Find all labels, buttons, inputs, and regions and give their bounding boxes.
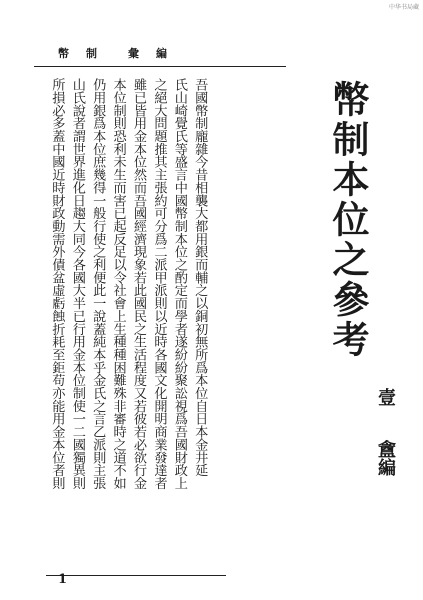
running-head-char: 幣 (58, 47, 72, 60)
header-rule (34, 66, 286, 67)
text-column: 氏山崎覺氏等盛言中國幣制本位之酌定而學者遂紛紛聚訟視爲吾國財政上 (171, 78, 187, 490)
text-column: 之絕大問題推其主張約可分爲二派甲派則以近時各國文化開明商業發達者 (151, 78, 167, 490)
footer-rule (46, 575, 226, 576)
running-head-char: 制 (86, 47, 100, 60)
article-title: 幣制本位之參考 (326, 80, 370, 360)
text-column: 吾國幣制龐雜今昔相襲大都用銀而輔之以銅初無所爲本位自日本金井延 (192, 78, 208, 477)
text-column: 本位制則恐利未生而害已起反足以令社會上生種種困難殊非審時之道不如 (110, 78, 126, 490)
page-number: 1 (58, 572, 68, 587)
text-column: 仍用銀爲本位庶幾得一般行使之利便此一說蓋純本乎金氏之言乙派則主張 (90, 78, 106, 490)
running-head-char: 編 (156, 47, 170, 60)
source-stamp: 中华书局藏 (388, 4, 419, 11)
text-column: 所損必多蓋中國近時財政動需外債盆虛虧蝕折耗至鉅苟亦能用金本位者則 (49, 78, 65, 490)
body-text (46, 78, 209, 563)
text-column: 山氏說者謂世界進化日趨大同今各國大半已行用金本位制使一二國獨異則 (69, 78, 85, 490)
running-head-char: 彙 (128, 47, 142, 60)
author-name: 壹 (375, 388, 396, 406)
text-column: 雖已皆用金本位然而吾國經濟現象若此國民之生活程度又若彼若必欲行金 (131, 78, 147, 490)
running-head (58, 45, 170, 61)
author-editor: 盦編 (375, 440, 396, 477)
author-byline (374, 388, 396, 476)
